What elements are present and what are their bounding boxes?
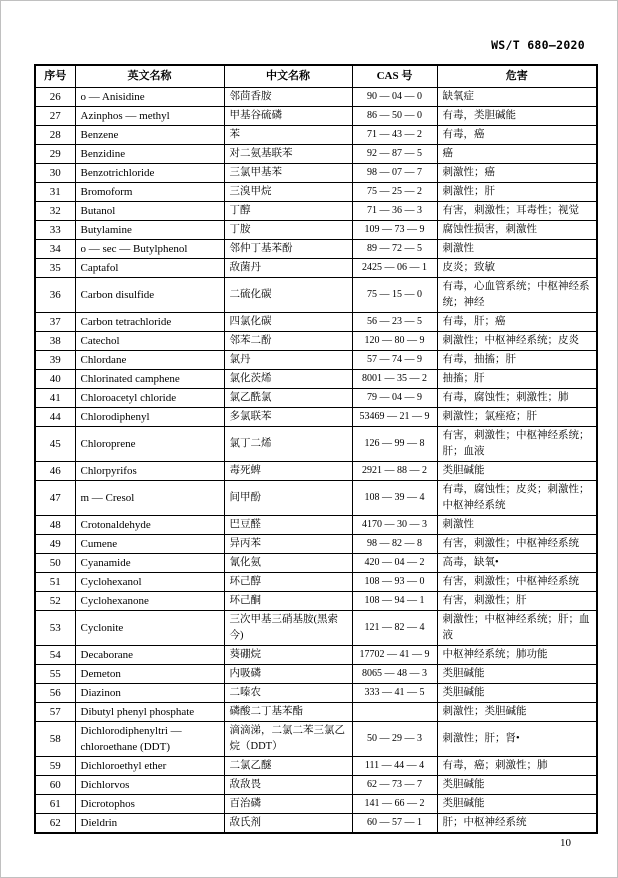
cell-index: 59 — [35, 756, 75, 775]
cell-index: 35 — [35, 258, 75, 277]
table-row — [35, 480, 597, 515]
cell-index: 61 — [35, 794, 75, 813]
cell-cas-number: 121 — 82 — 4 — [352, 610, 437, 645]
cell-english-name: Cyanamide — [75, 553, 224, 572]
cell-chinese-name: 三次甲基三硝基胺(黑索今) — [224, 610, 352, 645]
table-row — [35, 721, 597, 756]
table-row — [35, 572, 597, 591]
table-row — [35, 331, 597, 350]
cell-hazard: 有毒，腐蚀性；皮炎；刺激性；中枢神经系统 — [437, 480, 597, 515]
cell-chinese-name: 氰化氨 — [224, 553, 352, 572]
cell-hazard: 缺氧症 — [437, 87, 597, 106]
cell-chinese-name: 滴滴涕，二氯二苯三氯乙烷（DDT） — [224, 721, 352, 756]
cell-english-name: Diazinon — [75, 683, 224, 702]
table-row — [35, 553, 597, 572]
table-row — [35, 515, 597, 534]
cell-chinese-name: 氯丁二烯 — [224, 426, 352, 461]
cell-chinese-name: 对二氨基联苯 — [224, 144, 352, 163]
column-header-chinese-name: 中文名称 — [224, 65, 352, 87]
cell-english-name: Dichlorvos — [75, 775, 224, 794]
cell-hazard: 有害，刺激性；中枢神经系统；肝；血液 — [437, 426, 597, 461]
cell-hazard: 高毒，缺氧• — [437, 553, 597, 572]
table-row — [35, 461, 597, 480]
cell-cas-number: 420 — 04 — 2 — [352, 553, 437, 572]
table-row — [35, 277, 597, 312]
cell-hazard: 皮炎；致敏 — [437, 258, 597, 277]
cell-index: 44 — [35, 407, 75, 426]
table-row — [35, 426, 597, 461]
cell-cas-number: 108 — 39 — 4 — [352, 480, 437, 515]
cell-chinese-name: 丁胺 — [224, 220, 352, 239]
cell-index: 52 — [35, 591, 75, 610]
chemical-hazard-table — [34, 64, 598, 834]
cell-hazard: 有害，刺激性；肝 — [437, 591, 597, 610]
cell-english-name: Benzene — [75, 125, 224, 144]
cell-cas-number: 60 — 57 — 1 — [352, 813, 437, 833]
cell-chinese-name: 间甲酚 — [224, 480, 352, 515]
cell-english-name: Chlorodiphenyl — [75, 407, 224, 426]
cell-cas-number: 8001 — 35 — 2 — [352, 369, 437, 388]
cell-cas-number: 2921 — 88 — 2 — [352, 461, 437, 480]
cell-chinese-name: 邻仲丁基苯酚 — [224, 239, 352, 258]
cell-hazard: 刺激性；癌 — [437, 163, 597, 182]
table-body — [35, 87, 597, 833]
table-row — [35, 201, 597, 220]
table-row — [35, 407, 597, 426]
cell-english-name: Dichloroethyl ether — [75, 756, 224, 775]
cell-english-name: Cumene — [75, 534, 224, 553]
cell-chinese-name: 巴豆醛 — [224, 515, 352, 534]
cell-cas-number: 111 — 44 — 4 — [352, 756, 437, 775]
cell-english-name: Decaborane — [75, 645, 224, 664]
cell-index: 57 — [35, 702, 75, 721]
cell-chinese-name: 毒死蜱 — [224, 461, 352, 480]
cell-chinese-name: 四氯化碳 — [224, 312, 352, 331]
cell-index: 34 — [35, 239, 75, 258]
cell-english-name: Dicrotophos — [75, 794, 224, 813]
table-row — [35, 610, 597, 645]
table-row — [35, 125, 597, 144]
cell-english-name: o — Anisidine — [75, 87, 224, 106]
cell-chinese-name: 二硫化碳 — [224, 277, 352, 312]
cell-english-name: Chloroprene — [75, 426, 224, 461]
cell-index: 33 — [35, 220, 75, 239]
cell-chinese-name: 敌敌畏 — [224, 775, 352, 794]
cell-index: 54 — [35, 645, 75, 664]
cell-index: 32 — [35, 201, 75, 220]
cell-hazard: 刺激性；中枢神经系统；皮炎 — [437, 331, 597, 350]
cell-hazard: 有害，刺激性；中枢神经系统 — [437, 534, 597, 553]
table-row — [35, 534, 597, 553]
cell-chinese-name: 甲基谷硫磷 — [224, 106, 352, 125]
table-row — [35, 775, 597, 794]
cell-english-name: m — Cresol — [75, 480, 224, 515]
cell-cas-number: 98 — 07 — 7 — [352, 163, 437, 182]
table-row — [35, 258, 597, 277]
cell-index: 41 — [35, 388, 75, 407]
table-header-row — [35, 65, 597, 87]
cell-hazard: 类胆碱能 — [437, 775, 597, 794]
table-row — [35, 794, 597, 813]
column-header-hazard: 危害 — [437, 65, 597, 87]
cell-hazard: 类胆碱能 — [437, 461, 597, 480]
cell-hazard: 有害，刺激性；中枢神经系统 — [437, 572, 597, 591]
cell-hazard: 肝；中枢神经系统 — [437, 813, 597, 833]
cell-chinese-name: 环己酮 — [224, 591, 352, 610]
table-row — [35, 350, 597, 369]
cell-chinese-name: 三氯甲基苯 — [224, 163, 352, 182]
table-row — [35, 702, 597, 721]
cell-chinese-name: 二氯乙醚 — [224, 756, 352, 775]
cell-hazard: 刺激性 — [437, 515, 597, 534]
table-row — [35, 106, 597, 125]
cell-cas-number: 56 — 23 — 5 — [352, 312, 437, 331]
cell-hazard: 类胆碱能 — [437, 794, 597, 813]
cell-cas-number: 75 — 15 — 0 — [352, 277, 437, 312]
cell-index: 50 — [35, 553, 75, 572]
cell-cas-number: 75 — 25 — 2 — [352, 182, 437, 201]
cell-cas-number — [352, 702, 437, 721]
cell-chinese-name: 敌氏剂 — [224, 813, 352, 833]
table-row — [35, 645, 597, 664]
column-header-index: 序号 — [35, 65, 75, 87]
cell-index: 30 — [35, 163, 75, 182]
cell-cas-number: 108 — 93 — 0 — [352, 572, 437, 591]
table-row — [35, 239, 597, 258]
cell-cas-number: 108 — 94 — 1 — [352, 591, 437, 610]
cell-cas-number: 109 — 73 — 9 — [352, 220, 437, 239]
cell-cas-number: 50 — 29 — 3 — [352, 721, 437, 756]
cell-chinese-name: 氯化茨烯 — [224, 369, 352, 388]
cell-english-name: Chloroacetyl chloride — [75, 388, 224, 407]
standard-number-header: WS/T 680—2020 — [491, 38, 585, 52]
cell-index: 62 — [35, 813, 75, 833]
table-row — [35, 756, 597, 775]
cell-index: 26 — [35, 87, 75, 106]
cell-english-name: Butylamine — [75, 220, 224, 239]
cell-english-name: Dichlorodiphenyltri — chloroethane (DDT) — [75, 721, 224, 756]
table-row — [35, 182, 597, 201]
table-row — [35, 813, 597, 833]
cell-hazard: 癌 — [437, 144, 597, 163]
cell-hazard: 中枢神经系统；肺功能 — [437, 645, 597, 664]
cell-cas-number: 17702 — 41 — 9 — [352, 645, 437, 664]
cell-hazard: 有毒，抽搐；肝 — [437, 350, 597, 369]
table-row — [35, 369, 597, 388]
cell-index: 56 — [35, 683, 75, 702]
cell-index: 53 — [35, 610, 75, 645]
cell-english-name: Carbon tetrachloride — [75, 312, 224, 331]
cell-english-name: Captafol — [75, 258, 224, 277]
cell-hazard: 有毒，心血管系统；中枢神经系统；神经 — [437, 277, 597, 312]
cell-index: 47 — [35, 480, 75, 515]
cell-cas-number: 79 — 04 — 9 — [352, 388, 437, 407]
cell-english-name: Dibutyl phenyl phosphate — [75, 702, 224, 721]
cell-english-name: o — sec — Butylphenol — [75, 239, 224, 258]
cell-english-name: Cyclohexanone — [75, 591, 224, 610]
cell-cas-number: 86 — 50 — 0 — [352, 106, 437, 125]
cell-chinese-name: 敌菌丹 — [224, 258, 352, 277]
cell-hazard: 有毒，癌；刺激性；肺 — [437, 756, 597, 775]
cell-cas-number: 141 — 66 — 2 — [352, 794, 437, 813]
cell-cas-number: 89 — 72 — 5 — [352, 239, 437, 258]
cell-chinese-name: 环己醇 — [224, 572, 352, 591]
cell-index: 51 — [35, 572, 75, 591]
cell-chinese-name: 葵硼烷 — [224, 645, 352, 664]
cell-chinese-name: 三溴甲烷 — [224, 182, 352, 201]
cell-cas-number: 53469 — 21 — 9 — [352, 407, 437, 426]
cell-hazard: 刺激性 — [437, 239, 597, 258]
cell-cas-number: 92 — 87 — 5 — [352, 144, 437, 163]
table-row — [35, 388, 597, 407]
cell-english-name: Catechol — [75, 331, 224, 350]
cell-index: 60 — [35, 775, 75, 794]
cell-cas-number: 120 — 80 — 9 — [352, 331, 437, 350]
cell-index: 31 — [35, 182, 75, 201]
cell-index: 37 — [35, 312, 75, 331]
cell-index: 29 — [35, 144, 75, 163]
cell-english-name: Crotonaldehyde — [75, 515, 224, 534]
cell-english-name: Chlorpyrifos — [75, 461, 224, 480]
cell-index: 55 — [35, 664, 75, 683]
cell-index: 49 — [35, 534, 75, 553]
cell-hazard: 抽搐；肝 — [437, 369, 597, 388]
column-header-cas-number: CAS 号 — [352, 65, 437, 87]
cell-english-name: Demeton — [75, 664, 224, 683]
cell-english-name: Benzotrichloride — [75, 163, 224, 182]
cell-hazard: 类胆碱能 — [437, 664, 597, 683]
cell-english-name: Dieldrin — [75, 813, 224, 833]
cell-cas-number: 57 — 74 — 9 — [352, 350, 437, 369]
page-number: 10 — [560, 837, 571, 849]
cell-index: 36 — [35, 277, 75, 312]
cell-english-name: Chlordane — [75, 350, 224, 369]
table-row — [35, 683, 597, 702]
cell-index: 46 — [35, 461, 75, 480]
cell-cas-number: 4170 — 30 — 3 — [352, 515, 437, 534]
cell-index: 28 — [35, 125, 75, 144]
table-row — [35, 591, 597, 610]
cell-english-name: Azinphos — methyl — [75, 106, 224, 125]
cell-chinese-name: 磷酸二丁基苯酯 — [224, 702, 352, 721]
cell-chinese-name: 内吸磷 — [224, 664, 352, 683]
cell-hazard: 有害，刺激性；耳毒性；视觉 — [437, 201, 597, 220]
table-row — [35, 87, 597, 106]
cell-index: 39 — [35, 350, 75, 369]
cell-english-name: Carbon disulfide — [75, 277, 224, 312]
cell-hazard: 有毒，肝；癌 — [437, 312, 597, 331]
cell-cas-number: 126 — 99 — 8 — [352, 426, 437, 461]
cell-cas-number: 8065 — 48 — 3 — [352, 664, 437, 683]
cell-cas-number: 2425 — 06 — 1 — [352, 258, 437, 277]
cell-hazard: 刺激性；中枢神经系统；肝；血液 — [437, 610, 597, 645]
cell-english-name: Butanol — [75, 201, 224, 220]
cell-chinese-name: 多氯联苯 — [224, 407, 352, 426]
cell-chinese-name: 二嗪农 — [224, 683, 352, 702]
cell-hazard: 刺激性；肝 — [437, 182, 597, 201]
cell-index: 38 — [35, 331, 75, 350]
cell-hazard: 刺激性；肝；肾• — [437, 721, 597, 756]
cell-hazard: 刺激性；氯痤疮；肝 — [437, 407, 597, 426]
cell-cas-number: 333 — 41 — 5 — [352, 683, 437, 702]
cell-english-name: Cyclonite — [75, 610, 224, 645]
cell-chinese-name: 邻茴香胺 — [224, 87, 352, 106]
cell-hazard: 有毒，癌 — [437, 125, 597, 144]
cell-index: 40 — [35, 369, 75, 388]
cell-chinese-name: 氯丹 — [224, 350, 352, 369]
cell-index: 48 — [35, 515, 75, 534]
cell-chinese-name: 异丙苯 — [224, 534, 352, 553]
cell-cas-number: 62 — 73 — 7 — [352, 775, 437, 794]
cell-index: 27 — [35, 106, 75, 125]
table-row — [35, 144, 597, 163]
cell-index: 58 — [35, 721, 75, 756]
cell-hazard: 有毒，腐蚀性；刺激性；肺 — [437, 388, 597, 407]
cell-english-name: Benzidine — [75, 144, 224, 163]
cell-english-name: Chlorinated camphene — [75, 369, 224, 388]
cell-english-name: Cyclohexanol — [75, 572, 224, 591]
cell-hazard: 刺激性；类胆碱能 — [437, 702, 597, 721]
table-row — [35, 312, 597, 331]
table-row — [35, 664, 597, 683]
cell-chinese-name: 邻苯二酚 — [224, 331, 352, 350]
cell-chinese-name: 百治磷 — [224, 794, 352, 813]
table-row — [35, 220, 597, 239]
cell-hazard: 腐蚀性损害，刺激性 — [437, 220, 597, 239]
cell-cas-number: 71 — 43 — 2 — [352, 125, 437, 144]
cell-chinese-name: 苯 — [224, 125, 352, 144]
cell-chinese-name: 氯乙酰氯 — [224, 388, 352, 407]
cell-cas-number: 98 — 82 — 8 — [352, 534, 437, 553]
cell-hazard: 有毒，类胆碱能 — [437, 106, 597, 125]
cell-english-name: Bromoform — [75, 182, 224, 201]
cell-index: 45 — [35, 426, 75, 461]
cell-cas-number: 71 — 36 — 3 — [352, 201, 437, 220]
table-row — [35, 163, 597, 182]
column-header-english-name: 英文名称 — [75, 65, 224, 87]
cell-chinese-name: 丁醇 — [224, 201, 352, 220]
cell-hazard: 类胆碱能 — [437, 683, 597, 702]
cell-cas-number: 90 — 04 — 0 — [352, 87, 437, 106]
